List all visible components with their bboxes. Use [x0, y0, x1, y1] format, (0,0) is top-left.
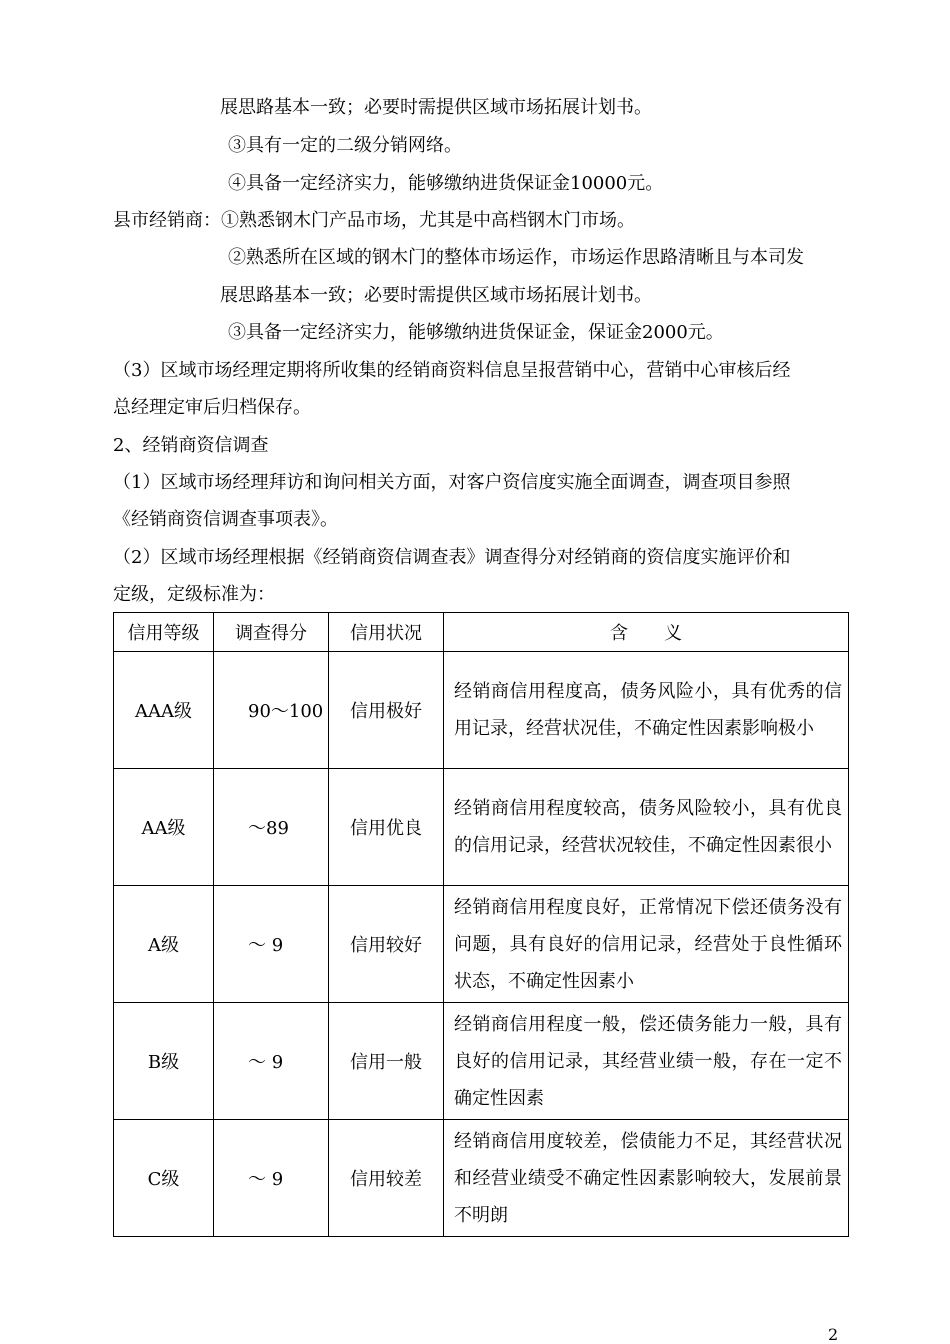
score-cell: ～ 9: [214, 1003, 329, 1120]
table-row: [114, 1120, 849, 1237]
score-cell: ～ 9: [214, 886, 329, 1003]
status-cell: 信用一般: [329, 1003, 444, 1120]
paragraph-line: 总经理定审后归档保存。: [113, 397, 311, 418]
header-credit-status: 信用状况: [329, 613, 444, 652]
header-meaning: 含 义: [444, 613, 849, 652]
grade-cell: A级: [114, 886, 214, 1003]
paragraph-line: ④具备一定经济实力，能够缴纳进货保证金10000元。: [228, 173, 664, 194]
credit-grade-table: [113, 612, 849, 1237]
meaning-cell: 经销商信用程度一般，偿还债务能力一般，具有良好的信用记录，其经营业绩一般，存在一定不确定性因素: [444, 1003, 849, 1120]
status-cell: 信用较差: [329, 1120, 444, 1237]
paragraph-line: （3）区域市场经理定期将所收集的经销商资料信息呈报营销中心，营销中心审核后经: [113, 360, 791, 381]
status-cell: 信用极好: [329, 652, 444, 769]
score-cell: 90～100: [214, 652, 329, 769]
header-credit-grade: 信用等级: [114, 613, 214, 652]
paragraph-line: 展思路基本一致；必要时需提供区域市场拓展计划书。: [220, 285, 652, 306]
meaning-cell: 经销商信用度较差，偿债能力不足，其经营状况和经营业绩受不确定性因素影响较大，发展前景不明朗: [444, 1120, 849, 1237]
table-row: [114, 1003, 849, 1120]
paragraph-line: 定级，定级标准为：: [113, 584, 275, 605]
paragraph-line: 县市经销商：①熟悉钢木门产品市场，尤其是中高档钢木门市场。: [113, 210, 635, 231]
paragraph-line: （1）区域市场经理拜访和询问相关方面，对客户资信度实施全面调查，调查项目参照: [113, 472, 791, 493]
table-row: [114, 769, 849, 886]
grade-cell: AA级: [114, 769, 214, 886]
status-cell: 信用较好: [329, 886, 444, 1003]
score-cell: ～89: [214, 769, 329, 886]
score-cell: ～ 9: [214, 1120, 329, 1237]
header-survey-score: 调查得分: [214, 613, 329, 652]
paragraph-line: ③具备一定经济实力，能够缴纳进货保证金，保证金2000元。: [228, 322, 724, 343]
paragraph-line: （2）区域市场经理根据《经销商资信调查表》调查得分对经销商的资信度实施评价和: [113, 547, 791, 568]
page-number: 2: [828, 1325, 839, 1344]
grade-cell: C级: [114, 1120, 214, 1237]
meaning-cell: 经销商信用程度高，债务风险小，具有优秀的信用记录，经营状况佳，不确定性因素影响极小: [444, 652, 849, 769]
status-cell: 信用优良: [329, 769, 444, 886]
meaning-cell: 经销商信用程度较高，债务风险较小，具有优良的信用记录，经营状况较佳，不确定性因素很小: [444, 769, 849, 886]
table-header-row: [114, 613, 849, 652]
paragraph-line: 《经销商资信调查事项表》。: [113, 509, 338, 530]
meaning-cell: 经销商信用程度良好，正常情况下偿还债务没有问题，具有良好的信用记录，经营处于良性循环状态，不确定性因素小: [444, 886, 849, 1003]
table-row: [114, 886, 849, 1003]
section-heading: 2、经销商资信调查: [113, 435, 269, 456]
grade-cell: B级: [114, 1003, 214, 1120]
paragraph-line: 展思路基本一致；必要时需提供区域市场拓展计划书。: [220, 97, 652, 118]
paragraph-line: ②熟悉所在区域的钢木门的整体市场运作，市场运作思路清晰且与本司发: [228, 247, 804, 268]
grade-cell: AAA级: [114, 652, 214, 769]
paragraph-line: ③具有一定的二级分销网络。: [228, 135, 462, 156]
table-row: [114, 652, 849, 769]
